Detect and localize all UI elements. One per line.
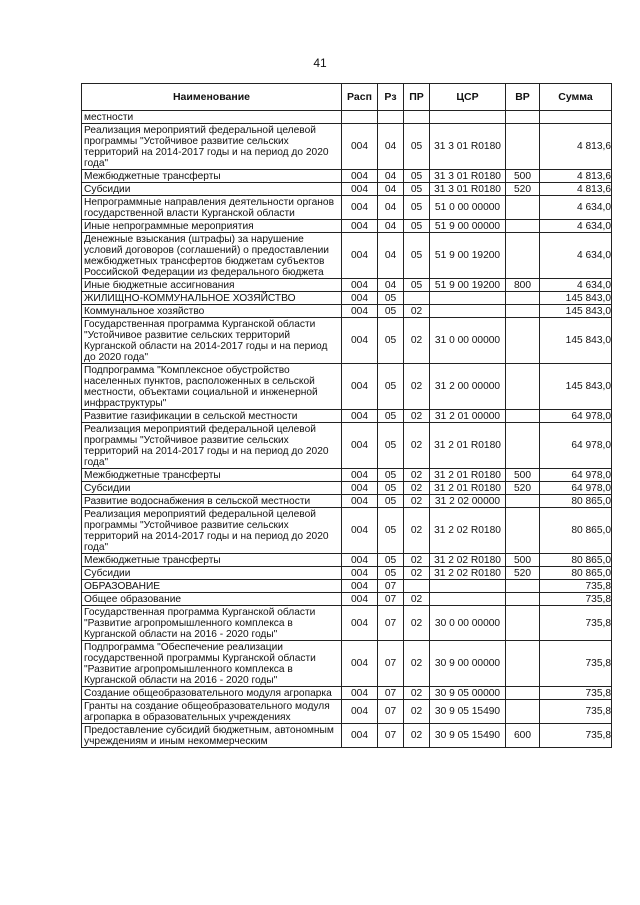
table-row <box>82 469 612 482</box>
row-rz-cell <box>378 111 404 124</box>
row-csr-cell: 51 9 00 00000 <box>430 220 506 233</box>
row-csr-cell <box>430 305 506 318</box>
row-rasp-cell: 004 <box>342 495 378 508</box>
row-sum-cell: 64 978,0 <box>540 410 612 423</box>
table-row <box>82 641 612 687</box>
row-csr-cell: 30 0 00 00000 <box>430 606 506 641</box>
row-sum-cell: 735,8 <box>540 593 612 606</box>
table-row <box>82 364 612 410</box>
table-row <box>82 170 612 183</box>
row-sum-cell: 735,8 <box>540 724 612 748</box>
row-sum-cell: 80 865,0 <box>540 495 612 508</box>
row-vr-cell: 520 <box>506 567 540 580</box>
row-rasp-cell: 004 <box>342 279 378 292</box>
row-rz-cell: 04 <box>378 196 404 220</box>
row-vr-cell <box>506 292 540 305</box>
table-row <box>82 410 612 423</box>
row-rasp-cell: 004 <box>342 724 378 748</box>
row-sum-cell: 80 865,0 <box>540 554 612 567</box>
table-row <box>82 233 612 279</box>
table-row <box>82 554 612 567</box>
row-rz-cell: 04 <box>378 279 404 292</box>
row-rz-cell: 05 <box>378 482 404 495</box>
row-csr-cell: 30 9 05 15490 <box>430 700 506 724</box>
row-csr-cell: 31 3 01 R0180 <box>430 124 506 170</box>
row-vr-cell: 500 <box>506 554 540 567</box>
row-csr-cell <box>430 593 506 606</box>
row-vr-cell <box>506 196 540 220</box>
row-vr-cell <box>506 220 540 233</box>
row-vr-cell <box>506 410 540 423</box>
row-rasp-cell: 004 <box>342 292 378 305</box>
row-pr-cell: 02 <box>404 410 430 423</box>
table-row <box>82 220 612 233</box>
row-rz-cell: 05 <box>378 469 404 482</box>
table-row <box>82 196 612 220</box>
row-name-cell: Иные непрограммные мероприятия <box>82 220 342 233</box>
row-rasp-cell: 004 <box>342 183 378 196</box>
row-rz-cell: 04 <box>378 220 404 233</box>
row-rasp-cell: 004 <box>342 410 378 423</box>
row-rasp-cell: 004 <box>342 567 378 580</box>
row-csr-cell: 31 2 01 00000 <box>430 410 506 423</box>
row-csr-cell: 31 2 02 R0180 <box>430 508 506 554</box>
row-vr-cell: 500 <box>506 170 540 183</box>
row-pr-cell: 05 <box>404 183 430 196</box>
row-rz-cell: 05 <box>378 305 404 318</box>
row-name-cell: Субсидии <box>82 482 342 495</box>
row-sum-cell: 735,8 <box>540 580 612 593</box>
row-vr-cell: 800 <box>506 279 540 292</box>
page-number: 41 <box>313 56 327 70</box>
table-row <box>82 279 612 292</box>
row-vr-cell <box>506 700 540 724</box>
row-csr-cell: 30 9 05 15490 <box>430 724 506 748</box>
row-vr-cell: 600 <box>506 724 540 748</box>
row-rasp-cell: 004 <box>342 124 378 170</box>
row-sum-cell: 64 978,0 <box>540 469 612 482</box>
row-vr-cell <box>506 687 540 700</box>
row-rz-cell: 07 <box>378 641 404 687</box>
row-name-cell: Коммунальное хозяйство <box>82 305 342 318</box>
row-csr-cell: 31 3 01 R0180 <box>430 183 506 196</box>
row-pr-cell: 02 <box>404 305 430 318</box>
table-row <box>82 508 612 554</box>
row-rz-cell: 05 <box>378 495 404 508</box>
row-rz-cell: 05 <box>378 410 404 423</box>
table-row <box>82 292 612 305</box>
row-vr-cell <box>506 305 540 318</box>
table-row <box>82 724 612 748</box>
row-name-cell: Субсидии <box>82 567 342 580</box>
row-name-cell: Реализация мероприятий федеральной целевой программы "Устойчивое развитие сельских территорий на 2014-2017 годы и на период до 2020 года" <box>82 423 342 469</box>
row-vr-cell <box>506 423 540 469</box>
row-rasp-cell: 004 <box>342 423 378 469</box>
row-pr-cell: 05 <box>404 233 430 279</box>
row-name-cell: Развитие водоснабжения в сельской местности <box>82 495 342 508</box>
row-sum-cell: 735,8 <box>540 606 612 641</box>
table-header-row <box>82 84 612 111</box>
row-pr-cell: 02 <box>404 423 430 469</box>
row-sum-cell: 64 978,0 <box>540 482 612 495</box>
row-csr-cell: 31 2 02 R0180 <box>430 554 506 567</box>
row-rz-cell: 04 <box>378 170 404 183</box>
table-row <box>82 700 612 724</box>
table-row <box>82 318 612 364</box>
row-vr-cell <box>506 606 540 641</box>
column-header-sum: Сумма <box>540 84 612 111</box>
row-pr-cell: 02 <box>404 687 430 700</box>
row-csr-cell <box>430 111 506 124</box>
row-sum-cell: 80 865,0 <box>540 508 612 554</box>
row-name-cell: Межбюджетные трансферты <box>82 170 342 183</box>
row-pr-cell: 05 <box>404 196 430 220</box>
row-rz-cell: 05 <box>378 423 404 469</box>
row-rasp-cell: 004 <box>342 508 378 554</box>
table-body <box>82 111 612 748</box>
row-sum-cell: 145 843,0 <box>540 364 612 410</box>
row-sum-cell: 4 634,0 <box>540 233 612 279</box>
row-csr-cell: 51 0 00 00000 <box>430 196 506 220</box>
row-vr-cell <box>506 233 540 279</box>
row-csr-cell: 31 2 01 R0180 <box>430 423 506 469</box>
column-header-vr: ВР <box>506 84 540 111</box>
row-name-cell: ЖИЛИЩНО-КОММУНАЛЬНОЕ ХОЗЯЙСТВО <box>82 292 342 305</box>
row-pr-cell <box>404 111 430 124</box>
row-rasp-cell: 004 <box>342 482 378 495</box>
row-csr-cell: 31 2 01 R0180 <box>430 482 506 495</box>
row-csr-cell: 31 2 01 R0180 <box>430 469 506 482</box>
row-rz-cell: 07 <box>378 580 404 593</box>
row-csr-cell: 30 9 05 00000 <box>430 687 506 700</box>
column-header-rz: Рз <box>378 84 404 111</box>
table-row <box>82 305 612 318</box>
row-pr-cell <box>404 580 430 593</box>
row-name-cell: Реализация мероприятий федеральной целевой программы "Устойчивое развитие сельских территорий на 2014-2017 годы и на период до 2020 года" <box>82 124 342 170</box>
row-pr-cell: 02 <box>404 567 430 580</box>
row-vr-cell: 520 <box>506 183 540 196</box>
row-rasp-cell: 004 <box>342 318 378 364</box>
row-sum-cell: 145 843,0 <box>540 305 612 318</box>
table-row <box>82 687 612 700</box>
row-vr-cell <box>506 111 540 124</box>
row-pr-cell <box>404 292 430 305</box>
row-name-cell: Подпрограмма "Обеспечение реализации государственной программы Курганской области "Развитие агропромышленного комплекса в Курганской области на 2016 - 2020 годы" <box>82 641 342 687</box>
row-rz-cell: 05 <box>378 318 404 364</box>
table-row <box>82 482 612 495</box>
table-row <box>82 423 612 469</box>
table-row <box>82 111 612 124</box>
row-vr-cell <box>506 495 540 508</box>
row-sum-cell: 4 813,6 <box>540 124 612 170</box>
row-pr-cell: 02 <box>404 482 430 495</box>
row-csr-cell: 30 9 00 00000 <box>430 641 506 687</box>
table-row <box>82 593 612 606</box>
row-name-cell: Непрограммные направления деятельности органов государственной власти Курганской области <box>82 196 342 220</box>
row-csr-cell: 51 9 00 19200 <box>430 279 506 292</box>
row-csr-cell: 31 2 02 R0180 <box>430 567 506 580</box>
row-vr-cell: 500 <box>506 469 540 482</box>
row-rz-cell: 07 <box>378 700 404 724</box>
row-vr-cell <box>506 593 540 606</box>
row-csr-cell <box>430 580 506 593</box>
row-name-cell: Общее образование <box>82 593 342 606</box>
row-name-cell: ОБРАЗОВАНИЕ <box>82 580 342 593</box>
row-pr-cell: 02 <box>404 495 430 508</box>
row-vr-cell <box>506 364 540 410</box>
row-rasp-cell: 004 <box>342 554 378 567</box>
row-name-cell: Межбюджетные трансферты <box>82 469 342 482</box>
row-rz-cell: 07 <box>378 724 404 748</box>
row-rz-cell: 04 <box>378 233 404 279</box>
row-vr-cell <box>506 580 540 593</box>
row-rasp-cell: 004 <box>342 305 378 318</box>
row-pr-cell: 02 <box>404 606 430 641</box>
row-pr-cell: 02 <box>404 700 430 724</box>
row-csr-cell: 31 2 00 00000 <box>430 364 506 410</box>
row-rz-cell: 05 <box>378 554 404 567</box>
row-rasp-cell: 004 <box>342 220 378 233</box>
table-row <box>82 580 612 593</box>
row-pr-cell: 02 <box>404 554 430 567</box>
row-name-cell: Государственная программа Курганской области "Развитие агропромышленного комплекса в Курганской области на 2016 - 2020 годы" <box>82 606 342 641</box>
column-header-csr: ЦСР <box>430 84 506 111</box>
row-rasp-cell: 004 <box>342 606 378 641</box>
row-name-cell: Предоставление субсидий бюджетным, автономным учреждениям и иным некоммерческим <box>82 724 342 748</box>
row-vr-cell <box>506 508 540 554</box>
row-pr-cell: 05 <box>404 124 430 170</box>
row-name-cell: Развитие газификации в сельской местности <box>82 410 342 423</box>
row-sum-cell: 735,8 <box>540 700 612 724</box>
row-rasp-cell: 004 <box>342 364 378 410</box>
row-rasp-cell: 004 <box>342 700 378 724</box>
row-sum-cell: 4 813,6 <box>540 183 612 196</box>
row-rasp-cell: 004 <box>342 593 378 606</box>
row-pr-cell: 02 <box>404 469 430 482</box>
row-rz-cell: 04 <box>378 124 404 170</box>
row-sum-cell: 145 843,0 <box>540 318 612 364</box>
row-name-cell: Гранты на создание общеобразовательного модуля агропарка в образовательных учреждениях <box>82 700 342 724</box>
row-rz-cell: 07 <box>378 606 404 641</box>
row-pr-cell: 02 <box>404 593 430 606</box>
table-row <box>82 495 612 508</box>
row-rz-cell: 05 <box>378 567 404 580</box>
row-name-cell: Подпрограмма "Комплексное обустройство населенных пунктов, расположенных в сельской местности, объектами социальной и инженерной инфраструктуры" <box>82 364 342 410</box>
row-pr-cell: 02 <box>404 641 430 687</box>
row-pr-cell: 02 <box>404 318 430 364</box>
row-rz-cell: 04 <box>378 183 404 196</box>
row-vr-cell <box>506 124 540 170</box>
row-name-cell: Межбюджетные трансферты <box>82 554 342 567</box>
row-csr-cell: 31 2 02 00000 <box>430 495 506 508</box>
row-rasp-cell: 004 <box>342 580 378 593</box>
row-name-cell: Реализация мероприятий федеральной целевой программы "Устойчивое развитие сельских территорий на 2014-2017 годы и на период до 2020 года" <box>82 508 342 554</box>
row-pr-cell: 05 <box>404 279 430 292</box>
row-rz-cell: 05 <box>378 508 404 554</box>
row-rz-cell: 07 <box>378 593 404 606</box>
table-row <box>82 124 612 170</box>
row-pr-cell: 02 <box>404 364 430 410</box>
table-row <box>82 567 612 580</box>
row-rasp-cell: 004 <box>342 170 378 183</box>
row-sum-cell: 735,8 <box>540 641 612 687</box>
row-csr-cell: 31 3 01 R0180 <box>430 170 506 183</box>
column-header-pr: ПР <box>404 84 430 111</box>
table-row <box>82 183 612 196</box>
row-csr-cell <box>430 292 506 305</box>
row-rasp-cell: 004 <box>342 687 378 700</box>
row-rasp-cell <box>342 111 378 124</box>
column-header-name: Наименование <box>82 84 342 111</box>
row-sum-cell: 4 634,0 <box>540 279 612 292</box>
row-name-cell: Иные бюджетные ассигнования <box>82 279 342 292</box>
row-rasp-cell: 004 <box>342 196 378 220</box>
row-rasp-cell: 004 <box>342 641 378 687</box>
row-sum-cell: 4 634,0 <box>540 220 612 233</box>
row-vr-cell: 520 <box>506 482 540 495</box>
row-rasp-cell: 004 <box>342 233 378 279</box>
row-sum-cell: 80 865,0 <box>540 567 612 580</box>
row-pr-cell: 05 <box>404 170 430 183</box>
row-rz-cell: 07 <box>378 687 404 700</box>
row-rasp-cell: 004 <box>342 469 378 482</box>
row-sum-cell <box>540 111 612 124</box>
row-name-cell: Денежные взыскания (штрафы) за нарушение условий договоров (соглашений) о предоставлении межбюджетных трансфертов бюджетам субъектов Российской Федерации из федерального бюджета <box>82 233 342 279</box>
row-vr-cell <box>506 641 540 687</box>
row-name-cell: Государственная программа Курганской области "Устойчивое развитие сельских территорий Курганской области на 2014-2017 годы и на период до 2020 года" <box>82 318 342 364</box>
row-name-cell: Создание общеобразовательного модуля агропарка <box>82 687 342 700</box>
row-name-cell: местности <box>82 111 342 124</box>
row-rz-cell: 05 <box>378 292 404 305</box>
row-sum-cell: 4 813,6 <box>540 170 612 183</box>
row-sum-cell: 145 843,0 <box>540 292 612 305</box>
row-pr-cell: 02 <box>404 724 430 748</box>
row-vr-cell <box>506 318 540 364</box>
row-csr-cell: 31 0 00 00000 <box>430 318 506 364</box>
table-row <box>82 606 612 641</box>
row-csr-cell: 51 9 00 19200 <box>430 233 506 279</box>
row-name-cell: Субсидии <box>82 183 342 196</box>
budget-table <box>81 83 612 748</box>
row-sum-cell: 735,8 <box>540 687 612 700</box>
row-pr-cell: 05 <box>404 220 430 233</box>
row-rz-cell: 05 <box>378 364 404 410</box>
row-pr-cell: 02 <box>404 508 430 554</box>
column-header-rasp: Расп <box>342 84 378 111</box>
row-sum-cell: 4 634,0 <box>540 196 612 220</box>
row-sum-cell: 64 978,0 <box>540 423 612 469</box>
